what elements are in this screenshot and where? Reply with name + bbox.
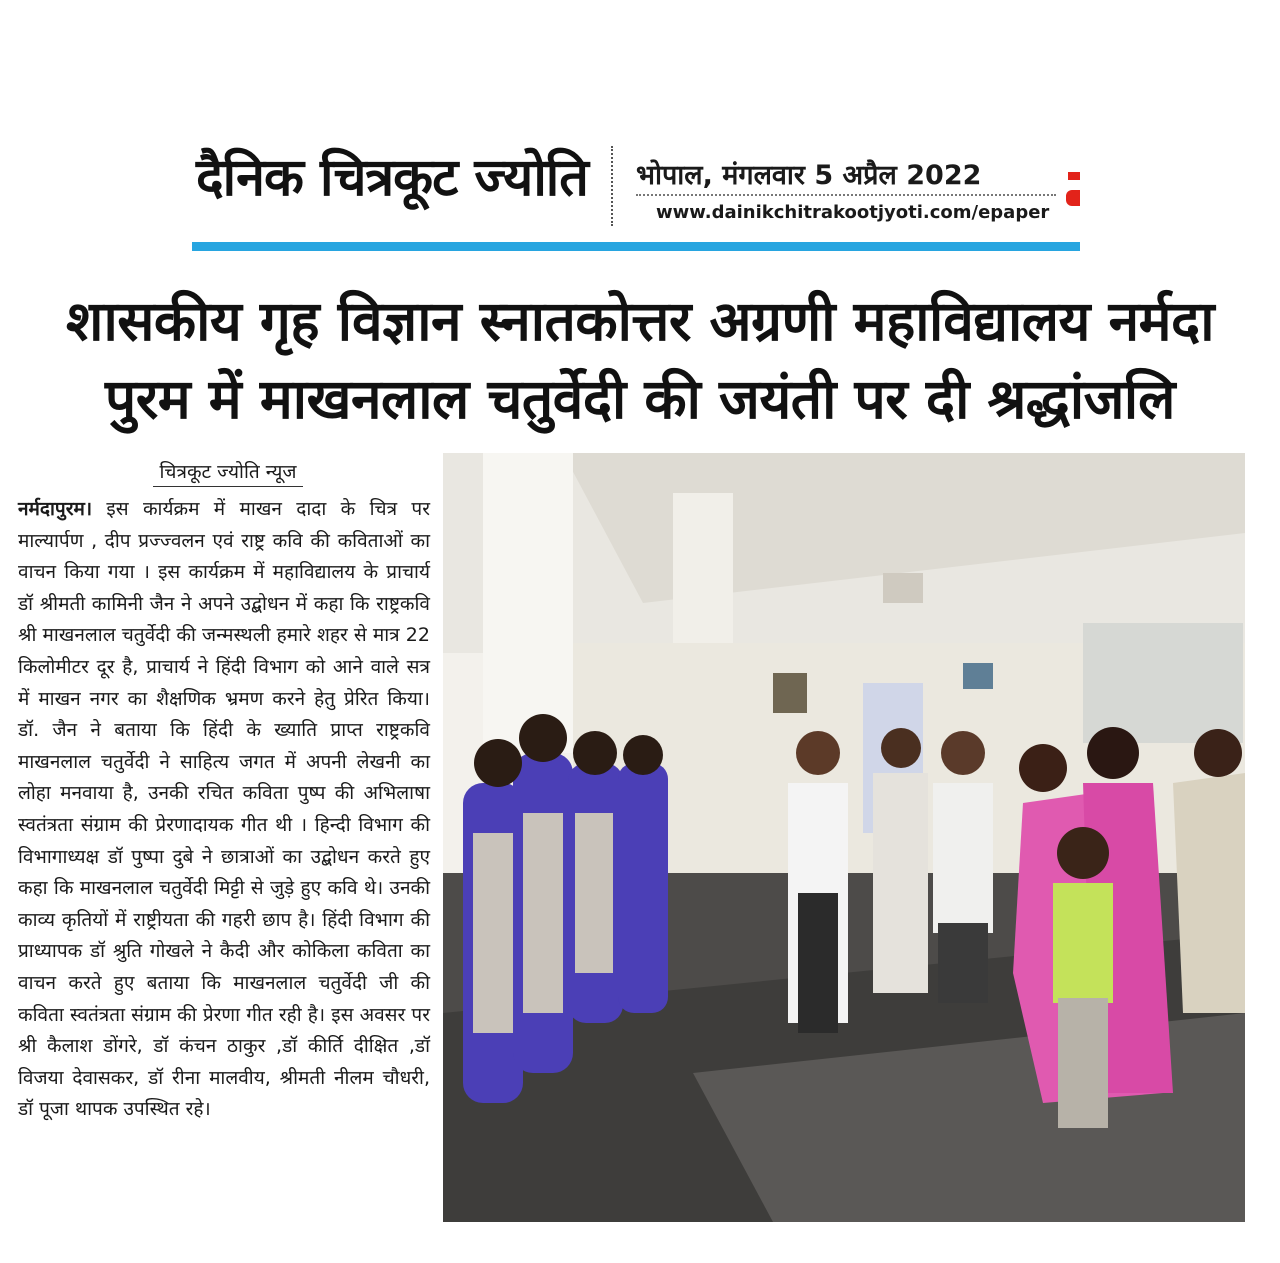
- byline-text: चित्रकूट ज्योति न्यूज: [153, 461, 302, 487]
- event-photo-illustration: [443, 453, 1245, 1222]
- epaper-url: www.dainikchitrakootjyoti.com/epaper: [656, 202, 1050, 223]
- blue-rule: [192, 242, 1080, 251]
- dotted-rule: [636, 194, 1056, 196]
- headline: [20, 282, 1260, 438]
- byline: [28, 458, 428, 484]
- masthead: [0, 0, 1280, 260]
- article-place: नर्मदापुरम।: [18, 498, 93, 520]
- dateline: भोपाल, मंगलवार 5 अप्रैल 2022: [636, 160, 982, 191]
- article-text: इस कार्यक्रम में माखन दादा के चित्र पर माल्यार्पण , दीप प्रज्ज्वलन एवं राष्ट्र कवि की कविताओं का वाचन किया गया । इस कार्यक्रम में महाविद्यालय के प्राचार्य डॉ श्रीमती कामिनी जैन ने अपने उद्बोधन में कहा कि राष्ट्रकवि श्री माखनलाल चतुर्वेदी की जन्मस्थली हमारे शहर से मात्र 22 किलोमीटर दूर है, प्राचार्य ने हिंदी विभाग को आने वाले सत्र में माखन नगर का शैक्षणिक भ्रमण करने हेतु प्रेरित किया। डॉ. जैन ने बताया कि हिंदी के ख्याति प्राप्त राष्ट्रकवि माखनलाल चतुर्वेदी ने साहित्य जगत में अपनी लेखनी का लोहा मनवाया है, उनकी रचित कविता पुष्प की अभिलाषा स्वतंत्रता संग्राम की प्रेरणादायक गीत थी । हिन्दी विभाग की विभागाध्यक्ष डॉ पुष्पा दुबे ने छात्राओं का उद्बोधन करते हुए कहा कि माखनलाल चतुर्वेदी मिट्टी से जुड़े हुए कवि थे। उनकी काव्य कृतियों में राष्ट्रीयता की गहरी छाप है। हिंदी विभाग की प्राध्यापक डॉ श्रुति गोखले ने कैदी और कोकिला कविता का वाचन करते हुए बताया कि माखनलाल चतुर्वेदी जी की कविता स्वतंत्रता संग्राम की प्रेरणा गीत रही है। इस अवसर पर श्री कैलाश डोंगरे, डॉ कंचन ठाकुर ,डॉ कीर्ति दीक्षित ,डॉ विजया देवासकर, डॉ रीना मालवीय, श्रीमती नीलम चौधरी, डॉ पूजा थापक उपस्थित रहे।: [18, 498, 430, 1121]
- masthead-divider: [611, 146, 613, 226]
- headline-line-2: पुरम में माखनलाल चतुर्वेदी की जयंती पर दी श्रद्धांजलि: [105, 367, 1175, 431]
- article-body: [18, 494, 430, 1126]
- event-photo: [443, 453, 1245, 1222]
- headline-line-1: शासकीय गृह विज्ञान स्नातकोत्तर अग्रणी महाविद्यालय नर्मदा: [66, 289, 1214, 353]
- newspaper-name: दैनिक चित्रकूट ज्योति: [196, 148, 588, 208]
- red-logo-mark: [1066, 172, 1080, 206]
